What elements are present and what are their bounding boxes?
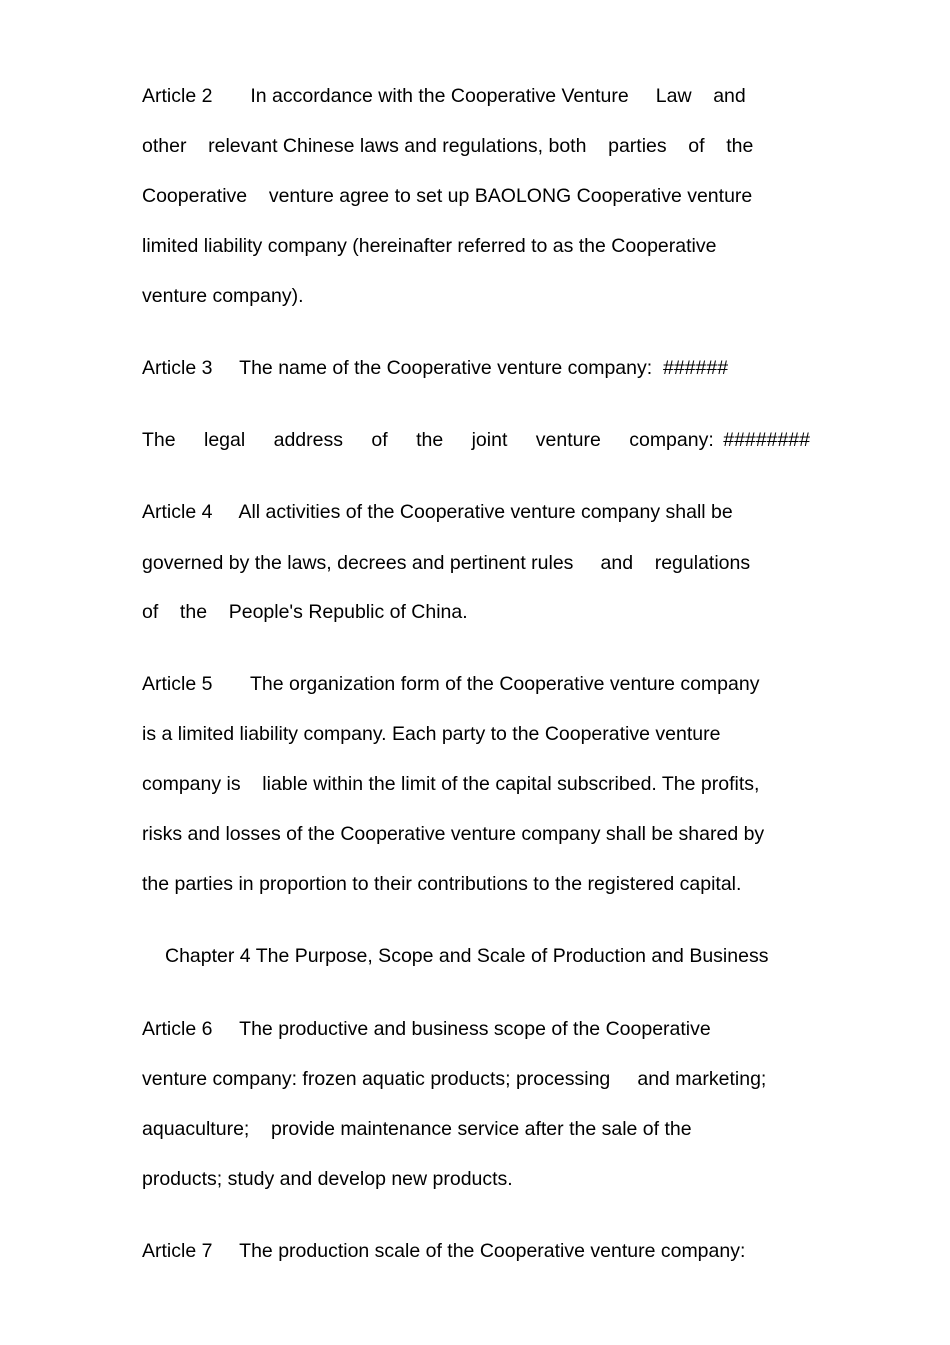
article-5-line-1: Article 5 The organization form of the Cooperative venture company	[142, 673, 760, 695]
article-4-line-3: of the People's Republic of China.	[142, 601, 468, 623]
article-5-line-5: the parties in proportion to their contributions to the registered capital.	[142, 873, 742, 895]
article-4-line-2: governed by the laws, decrees and pertinent rules and regulations	[142, 552, 751, 574]
article-4-line-1: Article 4 All activities of the Cooperative venture company shall be	[142, 501, 733, 523]
article-6-line-2: venture company: frozen aquatic products; processing and marketing;	[142, 1068, 767, 1090]
article-3-company-name: Article 3 The name of the Cooperative venture company: ######	[142, 357, 729, 379]
article-6-line-1: Article 6 The productive and business scope of the Cooperative	[142, 1018, 711, 1040]
article-5-line-3: company is liable within the limit of the capital subscribed. The profits,	[142, 773, 760, 795]
article-5-line-4: risks and losses of the Cooperative venture company shall be shared by	[142, 823, 765, 845]
article-5-line-2: is a limited liability company. Each party to the Cooperative venture	[142, 723, 721, 745]
article-2-line-3: Cooperative venture agree to set up BAOLONG Cooperative venture	[142, 185, 753, 207]
article-2-line-4: limited liability company (hereinafter referred to as the Cooperative	[142, 235, 717, 257]
article-2-line-5: venture company).	[142, 285, 304, 307]
article-6-line-3: aquaculture; provide maintenance service after the sale of the	[142, 1118, 692, 1140]
article-7-line-1: Article 7 The production scale of the Cooperative venture company:	[142, 1240, 746, 1262]
legal-address-line: The legal address of the joint venture company: ########	[142, 429, 810, 451]
article-2-line-2: other relevant Chinese laws and regulations, both parties of the	[142, 135, 754, 157]
article-2-line-1: Article 2 In accordance with the Cooperative Venture Law and	[142, 85, 746, 107]
chapter-4-heading: Chapter 4 The Purpose, Scope and Scale of Production and Business	[165, 945, 769, 967]
article-6-line-4: products; study and develop new products.	[142, 1168, 513, 1190]
